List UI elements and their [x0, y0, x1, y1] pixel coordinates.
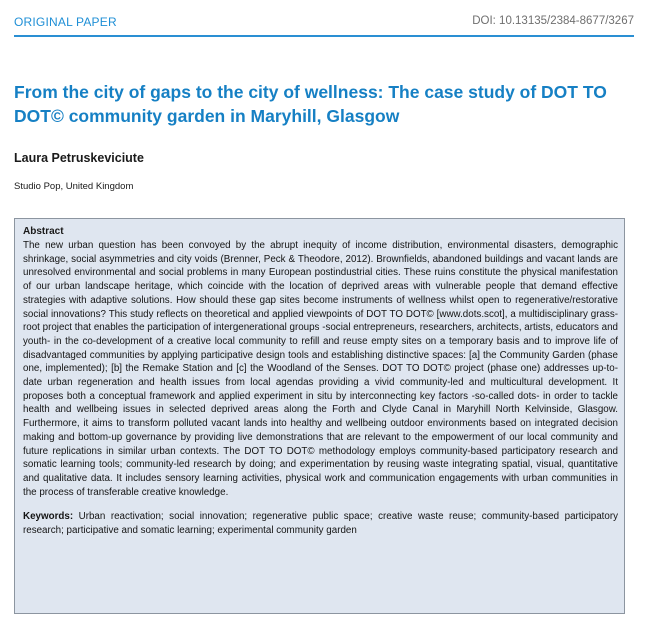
keywords-section — [23, 510, 618, 537]
article-type-label: ORIGINAL PAPER — [14, 15, 117, 29]
abstract-text: The new urban question has been convoyed by the abrupt inequity of income distribution, environmental disasters, demographic shrinkage, social asymmetries and city voids (Brenner, Peck & Theodore, 2012). Brownfields, abandoned buildings and vacant lands are unresolved environmental and social problems in many European postindustrial cities. These ruins constitute the physical manifestation of our urban landscape heritage, which coincide with the location of deprived areas with vulnerable people that demand effective strategies with adaptive solutions. How should these gap sites become instruments of wellness whilst open to regenerative/restorative social innovations? This study reflects on theoretical and applied viewpoints of DOT TO DOT© [www.dots.scot], a multidisciplinary grass-root project that enables the participation of intergenerational groups -social entrepreneurs, researchers, architects, artists, educators and youth- in the co-development of a creative local community to refill and reuse empty sites on a temporary basis and to improve life of disadvantaged communities by applying participative design tools and establishing distinctive spaces: [a] the Community Garden (phase one, implemented); [b] the Remake Station and [c] the Woodland of the Senses. DOT TO DOT© project (phase one) addresses up-to-date urban regeneration and health issues from local agendas providing a vivid community-led and multicultural development. It proposes both a conceptual framework and applied experiment in situ by interconnecting key factors -so-called dots- in order to tackle health and wellbeing issues in selected deprived areas along the Forth and Clyde Canal in Maryhill North Kelvinside, Glasgow. Furthermore, it aims to transform polluted vacant lands into healthy and wellbeing outdoor environments based on integrated decision making and bottom-up governance by providing live demonstrations that are relevant to the empowerment of our local community and future replications in similar urban contexts. The DOT TO DOT© methodology employs community-based participatory research and somatic learning tools; community-led research by doing; and experimentation by reusing waste integrating spatial, visual, quantitative and qualitative data. It includes sensory learning activities, physical work and communication engagements with urban communities in the process of transferable creative knowledge. — [23, 240, 618, 498]
paper-title: From the city of gaps to the city of wellness: The case study of DOT TO DOT© community garden in Maryhill, Glasgow — [14, 82, 607, 126]
header-rule — [14, 35, 634, 37]
abstract-box — [14, 218, 625, 614]
doi-link[interactable]: DOI: 10.13135/2384-8677/3267 — [472, 15, 634, 27]
author-affiliation: Studio Pop, United Kingdom — [14, 181, 134, 192]
abstract-heading: Abstract — [23, 226, 64, 237]
keywords-text: Urban reactivation; social innovation; regenerative public space; creative waste reuse; community-based participatory research; participative and somatic learning; experimental community garden — [23, 511, 618, 537]
author-name: Laura Petruskeviciute — [14, 151, 144, 165]
page-header — [14, 11, 634, 41]
keywords-label: Keywords: — [23, 511, 74, 523]
